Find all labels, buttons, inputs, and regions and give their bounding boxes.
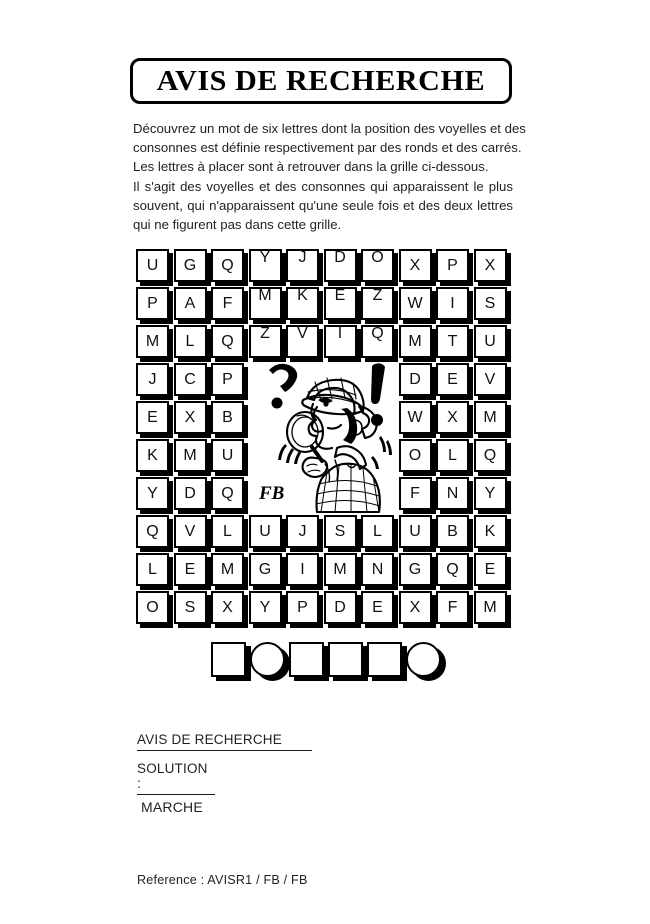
grid-cell-letter: E <box>136 401 169 434</box>
grid-cell-empty <box>249 401 282 434</box>
grid-cell-empty <box>324 439 357 472</box>
grid-cell-letter: N <box>436 477 469 510</box>
grid-cell[interactable] <box>436 439 469 472</box>
instructions-block <box>133 119 526 234</box>
grid-cell[interactable] <box>211 439 244 472</box>
grid-cell[interactable] <box>361 515 394 548</box>
grid-cell-letter: E <box>436 363 469 396</box>
grid-cell-letter: M <box>474 591 507 624</box>
grid-cell-letter: G <box>174 249 207 282</box>
grid-cell-letter: X <box>174 401 207 434</box>
grid-cell[interactable] <box>436 325 469 358</box>
grid-cell-letter: J <box>136 363 169 396</box>
grid-cell-letter: X <box>436 401 469 434</box>
answer-slot-consonant[interactable] <box>289 642 324 677</box>
grid-cell[interactable] <box>286 515 319 548</box>
grid-cell-letter: X <box>211 591 244 624</box>
grid-cell-empty <box>324 363 357 396</box>
grid-cell[interactable] <box>249 249 282 282</box>
grid-cell[interactable] <box>136 325 169 358</box>
grid-cell-letter: M <box>249 287 282 320</box>
grid-cell[interactable] <box>286 553 319 586</box>
answer-slot-face <box>328 642 363 677</box>
grid-cell[interactable] <box>211 477 244 510</box>
grid-cell-empty <box>361 477 394 510</box>
grid-cell-empty <box>324 401 357 434</box>
grid-cell[interactable] <box>361 287 394 320</box>
grid-cell-letter: L <box>436 439 469 472</box>
grid-cell-letter: Q <box>436 553 469 586</box>
grid-cell-letter: B <box>211 401 244 434</box>
grid-cell-letter: E <box>174 553 207 586</box>
grid-cell[interactable] <box>286 591 319 624</box>
answer-slot-face <box>289 642 324 677</box>
grid-cell-empty <box>249 477 285 510</box>
grid-cell-empty <box>249 363 282 396</box>
grid-cell-letter: M <box>474 401 507 434</box>
grid-cell-letter: J <box>286 249 319 282</box>
grid-cell[interactable] <box>399 249 432 282</box>
grid-cell[interactable] <box>361 249 394 282</box>
grid-cell-letter: K <box>474 515 507 548</box>
answer-slot-vowel[interactable] <box>406 642 441 677</box>
grid-cell[interactable] <box>211 325 244 358</box>
grid-cell[interactable] <box>211 553 244 586</box>
grid-cell[interactable] <box>249 591 282 624</box>
grid-cell[interactable] <box>136 553 169 586</box>
grid-cell[interactable] <box>436 249 469 282</box>
grid-cell-letter: W <box>399 401 432 434</box>
grid-cell-letter: I <box>324 325 357 358</box>
grid-cell-letter: Q <box>136 515 169 548</box>
grid-cell-letter: Z <box>249 325 282 358</box>
grid-cell-letter: L <box>211 515 244 548</box>
solution-heading: AVIS DE RECHERCHE <box>137 732 312 751</box>
grid-cell[interactable] <box>174 515 207 548</box>
grid-cell[interactable] <box>174 439 207 472</box>
grid-cell-letter: N <box>361 553 394 586</box>
grid-cell-letter: D <box>399 363 432 396</box>
grid-cell[interactable] <box>399 363 432 396</box>
solution-word: MARCHE <box>141 799 203 815</box>
grid-cell-letter: S <box>324 515 357 548</box>
grid-cell-letter: X <box>474 249 507 282</box>
grid-cell[interactable] <box>174 591 207 624</box>
grid-cell-letter: P <box>436 249 469 282</box>
grid-cell-letter: O <box>399 439 432 472</box>
grid-cell-letter: M <box>174 439 207 472</box>
grid-cell-empty <box>286 363 319 396</box>
grid-cell[interactable] <box>211 401 244 434</box>
letter-grid <box>136 249 512 629</box>
grid-cell[interactable] <box>286 249 319 282</box>
grid-cell-empty <box>286 477 319 510</box>
grid-cell-letter: Y <box>249 591 282 624</box>
grid-cell[interactable] <box>249 553 282 586</box>
answer-slot-consonant[interactable] <box>328 642 363 677</box>
grid-cell-letter: P <box>211 363 244 396</box>
grid-cell-letter: F <box>211 287 244 320</box>
grid-cell-letter: Q <box>474 439 507 472</box>
grid-cell[interactable] <box>361 591 394 624</box>
grid-cell[interactable] <box>474 249 507 282</box>
grid-cell-letter: O <box>136 591 169 624</box>
grid-cell[interactable] <box>286 325 319 358</box>
grid-cell[interactable] <box>174 553 207 586</box>
grid-cell-letter: M <box>324 553 357 586</box>
grid-cell[interactable] <box>249 515 282 548</box>
grid-row <box>136 591 512 629</box>
grid-cell[interactable] <box>361 325 394 358</box>
grid-cell-empty <box>286 439 319 472</box>
grid-cell-letter: Y <box>249 249 282 282</box>
grid-cell-letter: G <box>249 553 282 586</box>
grid-cell[interactable] <box>174 287 207 320</box>
grid-cell[interactable] <box>324 249 357 282</box>
instruction-line-1: Découvrez un mot de six lettres dont la position des voyelles et des <box>133 121 526 136</box>
grid-cell-letter: D <box>174 477 207 510</box>
grid-cell-letter: X <box>399 591 432 624</box>
grid-cell[interactable] <box>436 477 469 510</box>
grid-cell-letter: V <box>474 363 507 396</box>
grid-cell-letter: D <box>324 591 357 624</box>
grid-cell[interactable] <box>286 287 319 320</box>
grid-cell[interactable] <box>436 287 469 320</box>
grid-cell[interactable] <box>211 287 244 320</box>
grid-cell-letter: K <box>286 287 319 320</box>
grid-cell-letter: M <box>211 553 244 586</box>
grid-cell-letter: E <box>361 591 394 624</box>
grid-row <box>136 287 512 325</box>
grid-cell[interactable] <box>399 401 432 434</box>
grid-cell[interactable] <box>136 515 169 548</box>
grid-cell[interactable] <box>174 325 207 358</box>
grid-cell[interactable] <box>474 287 507 320</box>
grid-cell-empty <box>286 401 319 434</box>
answer-slot-vowel[interactable] <box>250 642 285 677</box>
title-banner <box>130 58 512 104</box>
grid-cell-letter: U <box>136 249 169 282</box>
grid-cell-letter: A <box>174 287 207 320</box>
artist-signature: FB <box>259 483 285 504</box>
grid-cell-empty <box>361 401 394 434</box>
grid-cell[interactable] <box>211 363 244 396</box>
grid-cell[interactable] <box>324 325 357 358</box>
grid-cell-letter: L <box>136 553 169 586</box>
grid-cell[interactable] <box>436 515 469 548</box>
grid-cell[interactable] <box>474 477 507 510</box>
grid-cell[interactable] <box>136 439 169 472</box>
instruction-line-2: consonnes est définie respectivement par des ronds et des carrés. <box>133 140 522 156</box>
grid-row <box>136 477 512 515</box>
grid-cell-letter: V <box>286 325 319 358</box>
grid-cell[interactable] <box>361 553 394 586</box>
grid-cell[interactable] <box>324 515 357 548</box>
grid-cell[interactable] <box>474 439 507 472</box>
grid-cell-letter: Q <box>211 249 244 282</box>
grid-cell-letter: Q <box>211 325 244 358</box>
grid-cell[interactable] <box>436 363 469 396</box>
answer-shape-row <box>211 642 445 677</box>
grid-cell-letter: E <box>474 553 507 586</box>
grid-cell[interactable] <box>436 553 469 586</box>
answer-slot-face <box>250 642 285 677</box>
grid-row <box>136 515 512 553</box>
solution-label: SOLUTION : <box>137 761 215 795</box>
grid-cell-letter: I <box>286 553 319 586</box>
grid-cell[interactable] <box>436 591 469 624</box>
grid-row <box>136 363 512 401</box>
grid-cell-letter: P <box>286 591 319 624</box>
grid-cell-letter: W <box>399 287 432 320</box>
grid-cell-letter: L <box>174 325 207 358</box>
grid-cell[interactable] <box>324 553 357 586</box>
grid-row <box>136 553 512 591</box>
answer-slot-face <box>406 642 441 677</box>
grid-cell[interactable] <box>399 287 432 320</box>
page-title: AVIS DE RECHERCHE <box>156 64 486 97</box>
grid-cell[interactable] <box>399 515 432 548</box>
grid-cell[interactable] <box>136 477 169 510</box>
grid-cell[interactable] <box>324 287 357 320</box>
grid-cell-letter: J <box>286 515 319 548</box>
grid-cell-letter: S <box>474 287 507 320</box>
grid-cell-empty <box>361 363 394 396</box>
instruction-paragraph-2: Il s'agit des voyelles et des consonnes qui apparaissent le plus souvent, qui n'apparaissent qu'une seule fois et des deux lettres qui ne figurent pas dans cette grille. <box>133 178 513 233</box>
grid-cell-empty <box>324 477 357 510</box>
grid-cell-letter: X <box>399 249 432 282</box>
grid-cell-letter: O <box>361 249 394 282</box>
grid-cell[interactable] <box>399 591 432 624</box>
grid-cell-letter: D <box>324 249 357 282</box>
grid-cell[interactable] <box>474 591 507 624</box>
grid-cell[interactable] <box>211 591 244 624</box>
grid-cell[interactable] <box>399 325 432 358</box>
grid-cell-letter: I <box>436 287 469 320</box>
grid-cell[interactable] <box>474 325 507 358</box>
grid-cell[interactable] <box>399 553 432 586</box>
grid-cell-letter: Y <box>474 477 507 510</box>
grid-cell-letter: U <box>399 515 432 548</box>
answer-slot-face <box>211 642 246 677</box>
answer-slot-face <box>367 642 402 677</box>
instruction-line-3: Les lettres à placer sont à retrouver dans la grille ci-dessous. <box>133 159 489 175</box>
grid-cell[interactable] <box>399 477 432 510</box>
grid-cell[interactable] <box>474 515 507 548</box>
grid-cell-letter: Y <box>136 477 169 510</box>
grid-cell-letter: S <box>174 591 207 624</box>
grid-cell[interactable] <box>399 439 432 472</box>
answer-slot-consonant[interactable] <box>211 642 246 677</box>
grid-cell-letter: V <box>174 515 207 548</box>
grid-cell-letter: Q <box>361 325 394 358</box>
footer-reference: Reference : AVISR1 / FB / FB <box>137 873 308 887</box>
grid-row <box>136 439 512 477</box>
grid-cell-empty <box>361 439 394 472</box>
grid-cell-letter: P <box>136 287 169 320</box>
grid-cell[interactable] <box>136 287 169 320</box>
grid-cell[interactable] <box>474 553 507 586</box>
answer-slot-consonant[interactable] <box>367 642 402 677</box>
grid-cell-letter: U <box>249 515 282 548</box>
grid-cell-letter: C <box>174 363 207 396</box>
grid-row <box>136 325 512 363</box>
grid-cell[interactable] <box>211 249 244 282</box>
grid-cell[interactable] <box>174 363 207 396</box>
grid-cell[interactable] <box>136 249 169 282</box>
grid-cell-letter: T <box>436 325 469 358</box>
grid-cell-letter: B <box>436 515 469 548</box>
grid-cell-letter: M <box>399 325 432 358</box>
grid-cell[interactable] <box>474 401 507 434</box>
grid-cell[interactable] <box>324 591 357 624</box>
grid-cell-letter: M <box>136 325 169 358</box>
grid-cell[interactable] <box>474 363 507 396</box>
grid-cell-letter: Z <box>361 287 394 320</box>
grid-cell[interactable] <box>211 515 244 548</box>
grid-cell-letter: E <box>324 287 357 320</box>
grid-cell[interactable] <box>136 363 169 396</box>
grid-cell-empty <box>249 439 282 472</box>
grid-cell[interactable] <box>174 477 207 510</box>
grid-cell-letter: L <box>361 515 394 548</box>
grid-cell-letter: F <box>436 591 469 624</box>
grid-cell-letter: U <box>474 325 507 358</box>
grid-cell-letter: Q <box>211 477 244 510</box>
grid-cell[interactable] <box>249 287 282 320</box>
grid-cell[interactable] <box>136 401 169 434</box>
grid-cell[interactable] <box>136 591 169 624</box>
grid-cell-letter: U <box>211 439 244 472</box>
grid-cell[interactable] <box>436 401 469 434</box>
grid-cell[interactable] <box>174 249 207 282</box>
grid-cell[interactable] <box>249 325 282 358</box>
grid-cell[interactable] <box>174 401 207 434</box>
grid-cell-letter: F <box>399 477 432 510</box>
grid-row <box>136 401 512 439</box>
grid-cell-letter: K <box>136 439 169 472</box>
grid-row <box>136 249 512 287</box>
grid-cell-letter: G <box>399 553 432 586</box>
